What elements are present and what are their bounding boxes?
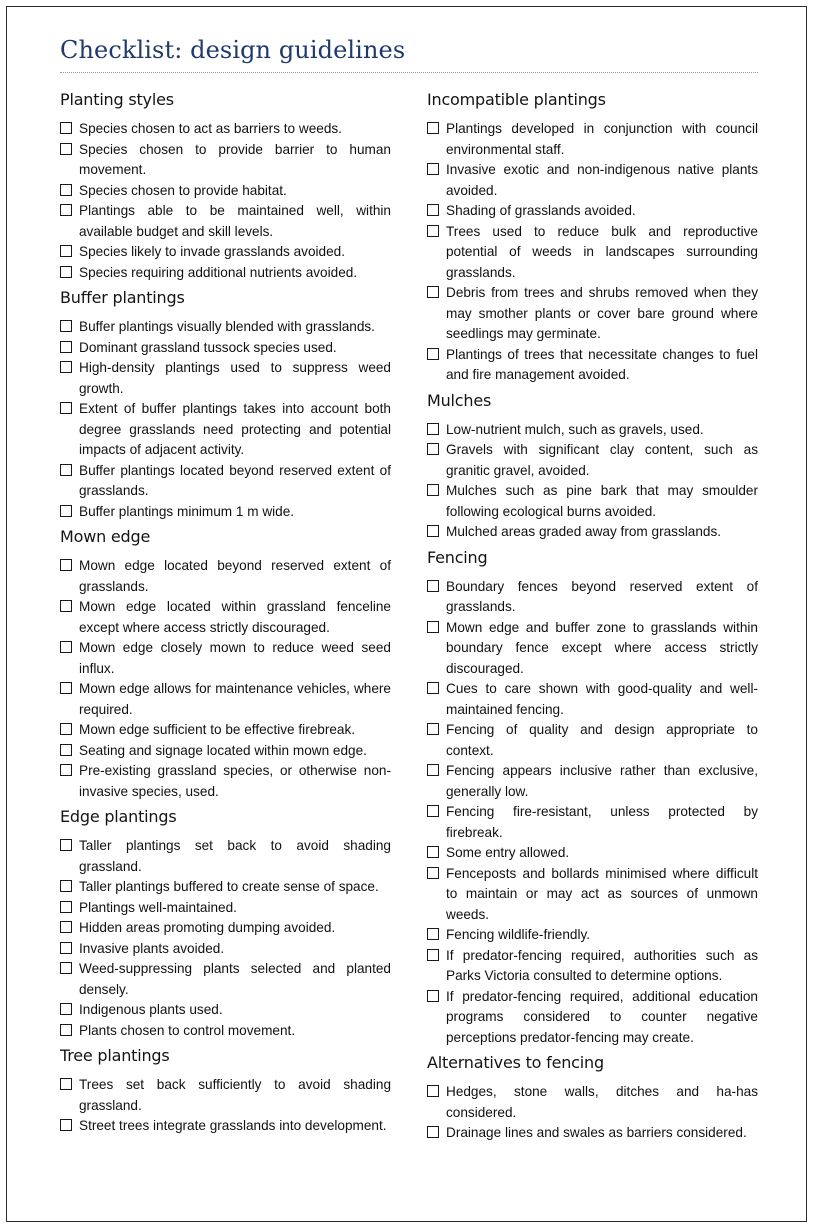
checklist-item [427, 119, 758, 160]
checkbox[interactable] [427, 1085, 439, 1097]
checklist-item-text: Species requiring additional nutrients avoided. [79, 264, 358, 280]
checklist-item-text: Gravels with significant clay content, such as granitic gravel, avoided. [446, 442, 758, 478]
checklist-item [427, 283, 758, 345]
checkbox[interactable] [60, 641, 72, 653]
checklist-item [60, 761, 391, 802]
page-title: Checklist: design guidelines [60, 36, 406, 64]
checklist-item [60, 679, 391, 720]
checkbox[interactable] [60, 184, 72, 196]
checklist-item-text: Shading of grasslands avoided. [446, 203, 636, 218]
checkbox[interactable] [60, 1078, 72, 1090]
checklist-item-text: Mulches such as pine bark that may smoulder following ecological burns avoided. [446, 483, 758, 519]
checkbox[interactable] [427, 122, 439, 134]
section-heading: Incompatible plantings [427, 90, 606, 109]
checklist-item [427, 222, 758, 284]
checkbox[interactable] [427, 928, 439, 940]
section-mown-edge [60, 525, 391, 802]
checklist-item-text: Extent of buffer plantings takes into account both degree grasslands need protecting and potential impacts of adjacent activity. [79, 401, 391, 457]
checklist-item-text: Plants chosen to control movement. [79, 1022, 296, 1038]
checkbox[interactable] [427, 204, 439, 216]
checklist [427, 119, 758, 386]
section-heading: Mown edge [60, 527, 151, 546]
checkbox[interactable] [60, 204, 72, 216]
checklist-item [60, 720, 391, 741]
checklist-item-text: Fencing appears inclusive rather than exclusive, generally low. [446, 763, 758, 799]
checklist-item [427, 618, 758, 680]
checklist-item [427, 987, 758, 1049]
checklist-item [427, 1082, 758, 1123]
checkbox[interactable] [60, 744, 72, 756]
checklist-item-text: Some entry allowed. [446, 845, 570, 860]
checkbox[interactable] [60, 901, 72, 913]
checklist-item-text: Invasive plants avoided. [79, 940, 225, 956]
checklist-item-text: Species chosen to act as barriers to weeds. [79, 121, 342, 136]
checklist-item [60, 181, 391, 202]
checklist-item [60, 1021, 391, 1042]
checklist-item [60, 939, 391, 960]
checkbox[interactable] [60, 402, 72, 414]
section-incompatible-plantings [427, 88, 758, 386]
checklist-item-text: If predator-fencing required, authorities such as Parks Victoria consulted to determine options. [446, 947, 758, 983]
checklist-item [427, 577, 758, 618]
checklist-item-text: Plantings able to be maintained well, within available budget and skill levels. [79, 203, 391, 239]
checkbox[interactable] [60, 682, 72, 694]
section-heading: Tree plantings [60, 1046, 170, 1065]
checkbox[interactable] [60, 341, 72, 353]
checkbox[interactable] [427, 682, 439, 694]
left-column [60, 88, 391, 1140]
checkbox[interactable] [427, 443, 439, 455]
checklist-item-text: Cues to care shown with good-quality and well-maintained fencing. [446, 681, 758, 717]
checklist-item [60, 638, 391, 679]
checkbox[interactable] [427, 225, 439, 237]
checkbox[interactable] [60, 600, 72, 612]
checklist-item-text: Low-nutrient mulch, such as gravels, used. [446, 421, 704, 437]
checklist-item-text: Plantings developed in conjunction with council environmental staff. [446, 121, 758, 157]
checklist-item-text: Species likely to invade grasslands avoided. [79, 244, 345, 259]
checkbox[interactable] [60, 839, 72, 851]
checklist-item [60, 741, 391, 762]
checklist-item-text: Indigenous plants used. [79, 1002, 223, 1017]
checklist-item [60, 317, 391, 338]
checkbox[interactable] [427, 805, 439, 817]
checklist-item-text: Dominant grassland tussock species used. [79, 339, 337, 355]
checklist-item-text: Fenceposts and bollards minimised where difficult to maintain or may act as sources of unmown weeds. [446, 865, 758, 922]
checkbox[interactable] [427, 846, 439, 858]
section-edge-plantings [60, 805, 391, 1041]
checkbox[interactable] [427, 348, 439, 360]
checkbox[interactable] [427, 423, 439, 435]
checkbox[interactable] [60, 122, 72, 134]
checkbox[interactable] [60, 723, 72, 735]
title-divider [60, 72, 758, 73]
checkbox[interactable] [60, 1119, 72, 1131]
checklist-item [427, 440, 758, 481]
checkbox[interactable] [60, 143, 72, 155]
checklist-item-text: Mown edge allows for maintenance vehicles, where required. [79, 681, 391, 717]
checklist-item-text: Mulched areas graded away from grasslands. [446, 524, 722, 539]
checklist-item-text: Taller plantings set back to avoid shading grassland. [79, 838, 391, 874]
checkbox[interactable] [60, 764, 72, 776]
checklist-item-text: Mown edge located within grassland fenceline except where access strictly discouraged. [79, 599, 391, 635]
checklist-item [60, 959, 391, 1000]
checkbox[interactable] [427, 286, 439, 298]
checklist-item-text: Taller plantings buffered to create sense of space. [79, 879, 379, 894]
section-heading: Alternatives to fencing [427, 1053, 604, 1072]
checklist-item [427, 481, 758, 522]
checkbox[interactable] [427, 723, 439, 735]
section-heading: Edge plantings [60, 807, 177, 826]
checklist-item [427, 802, 758, 843]
checklist-item-text: Weed-suppressing plants selected and planted densely. [79, 961, 391, 997]
checklist-item [60, 556, 391, 597]
checklist-item-text: Hidden areas promoting dumping avoided. [79, 920, 336, 935]
checklist-item-text: Trees used to reduce bulk and reproductive potential of weeds in landscapes surrounding grasslands. [446, 223, 758, 280]
checklist [427, 1082, 758, 1144]
checklist-item [60, 119, 391, 140]
checkbox[interactable] [427, 867, 439, 879]
checklist-item-text: Fencing of quality and design appropriate to context. [446, 722, 758, 758]
checklist-item-text: Mown edge closely mown to reduce weed seed influx. [79, 640, 391, 676]
checkbox[interactable] [60, 505, 72, 517]
checklist [427, 420, 758, 543]
checkbox[interactable] [60, 464, 72, 476]
checklist-item [60, 338, 391, 359]
checkbox[interactable] [60, 320, 72, 332]
checklist-item-text: Mown edge and buffer zone to grasslands within boundary fence except where access strictly discouraged. [446, 619, 758, 676]
checkbox[interactable] [60, 361, 72, 373]
checklist-item-text: Fencing wildlife-friendly. [446, 927, 591, 942]
checkbox[interactable] [427, 1126, 439, 1138]
checkbox[interactable] [427, 990, 439, 1002]
section-heading: Buffer plantings [60, 288, 185, 307]
section-heading: Planting styles [60, 90, 174, 109]
checklist-item [60, 898, 391, 919]
checkbox[interactable] [60, 942, 72, 954]
checklist-item-text: Plantings of trees that necessitate changes to fuel and fire management avoided. [446, 346, 758, 382]
checkbox[interactable] [427, 484, 439, 496]
checklist-item-text: Plantings well-maintained. [79, 899, 237, 915]
section-fencing [427, 546, 758, 1049]
checklist-item [427, 761, 758, 802]
checklist-item [60, 1075, 391, 1116]
checklist-item [60, 597, 391, 638]
section-alternatives-to-fencing [427, 1051, 758, 1144]
checklist-item-text: Mown edge sufficient to be effective firebreak. [79, 722, 356, 737]
checklist-item-text: Invasive exotic and non-indigenous native plants avoided. [446, 162, 758, 198]
section-planting-styles [60, 88, 391, 283]
checkbox[interactable] [60, 962, 72, 974]
checkbox[interactable] [60, 245, 72, 257]
checkbox[interactable] [60, 1024, 72, 1036]
checkbox[interactable] [60, 1003, 72, 1015]
checklist [60, 119, 391, 283]
checklist [427, 577, 758, 1049]
checklist-item-text: If predator-fencing required, additional education programs considered to counter negative perceptions predator-fencing may create. [446, 988, 758, 1045]
checklist-item-text: Trees set back sufficiently to avoid shading grassland. [79, 1077, 391, 1113]
section-mulches [427, 389, 758, 543]
checklist-item-text: Hedges, stone walls, ditches and ha-has considered. [446, 1084, 758, 1120]
checklist-item-text: Boundary fences beyond reserved extent of grasslands. [446, 578, 758, 614]
checklist-item-text: Buffer plantings located beyond reserved extent of grasslands. [79, 462, 391, 498]
checklist-item [427, 160, 758, 201]
checklist-item [427, 843, 758, 864]
checkbox[interactable] [427, 580, 439, 592]
checklist-item [60, 358, 391, 399]
checklist-item [60, 1000, 391, 1021]
checklist [60, 836, 391, 1041]
checklist-item-text: Debris from trees and shrubs removed when they may smother plants or cover bare ground where seedlings may germinate. [446, 285, 758, 341]
checklist-item-text: Drainage lines and swales as barriers considered. [446, 1125, 747, 1140]
right-column [427, 88, 758, 1147]
checklist-item [427, 946, 758, 987]
checklist-item [60, 1116, 391, 1137]
section-heading: Mulches [427, 390, 492, 410]
checklist-item [60, 918, 391, 939]
checklist-item [427, 201, 758, 222]
checkbox[interactable] [60, 559, 72, 571]
checklist-item-text: Species chosen to provide habitat. [79, 182, 287, 198]
checklist-item-text: Street trees integrate grasslands into development. [79, 1118, 387, 1133]
checklist-item [427, 1123, 758, 1144]
checkbox[interactable] [60, 880, 72, 892]
checklist-item [60, 201, 391, 242]
checkbox[interactable] [427, 163, 439, 175]
checklist-item [427, 679, 758, 720]
checkbox[interactable] [60, 921, 72, 933]
checklist-item [60, 461, 391, 502]
checklist-item [60, 263, 391, 284]
checklist-item [427, 864, 758, 926]
checklist-item-text: Buffer plantings visually blended with grasslands. [79, 319, 375, 334]
section-heading: Fencing [427, 547, 488, 567]
checkbox[interactable] [427, 764, 439, 776]
checklist-item [60, 877, 391, 898]
checklist-item [427, 345, 758, 386]
section-tree-plantings [60, 1044, 391, 1137]
checkbox[interactable] [60, 266, 72, 278]
checklist-item-text: High-density plantings used to suppress weed growth. [79, 360, 391, 396]
checklist-item [60, 836, 391, 877]
section-buffer-plantings [60, 286, 391, 522]
checklist-item-text: Species chosen to provide barrier to human movement. [79, 141, 391, 177]
checklist-item-text: Seating and signage located within mown edge. [79, 742, 367, 758]
checklist-item [427, 925, 758, 946]
checkbox[interactable] [427, 525, 439, 537]
checklist-item [60, 140, 391, 181]
checkbox[interactable] [427, 949, 439, 961]
checklist-item-text: Fencing fire-resistant, unless protected by firebreak. [446, 804, 758, 840]
checklist-item [60, 242, 391, 263]
checkbox[interactable] [427, 621, 439, 633]
checklist-item-text: Pre-existing grassland species, or otherwise non-invasive species, used. [79, 763, 391, 799]
checklist-item [60, 502, 391, 523]
checklist-item [60, 399, 391, 461]
checklist [60, 1075, 391, 1137]
checklist-item [427, 720, 758, 761]
checklist-item-text: Mown edge located beyond reserved extent of grasslands. [79, 558, 391, 594]
checklist [60, 317, 391, 522]
checklist-item [427, 420, 758, 441]
checklist [60, 556, 391, 802]
checklist-item [427, 522, 758, 543]
checklist-item-text: Buffer plantings minimum 1 m wide. [79, 503, 295, 519]
